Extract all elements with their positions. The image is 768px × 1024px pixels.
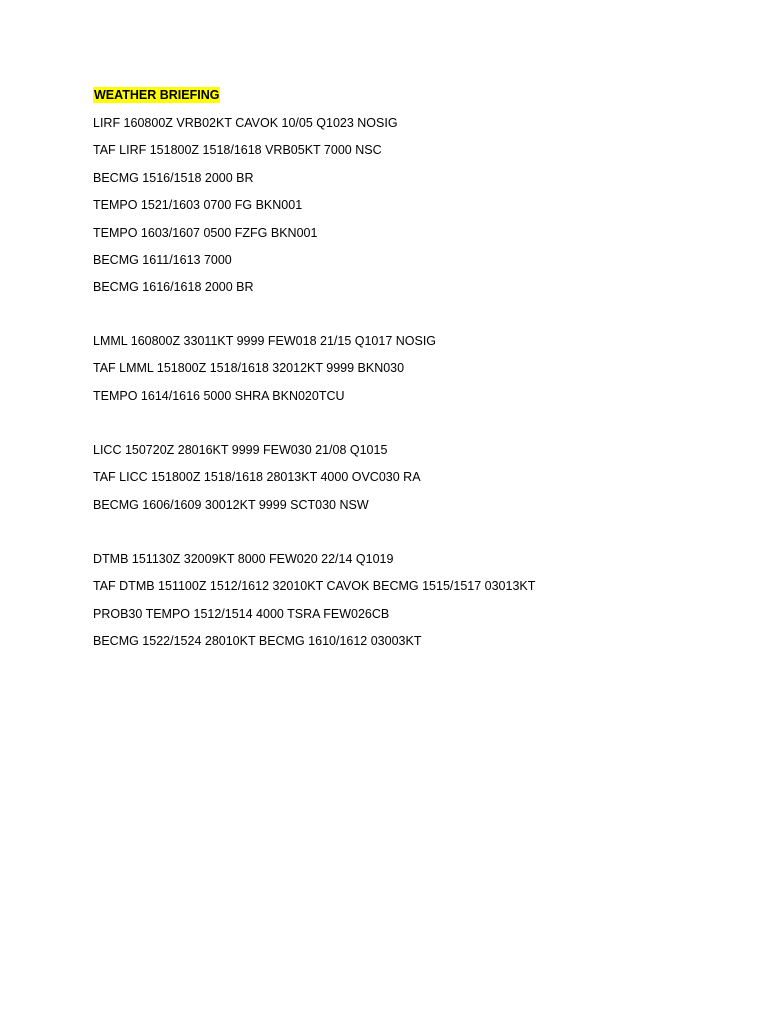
- report-line: TAF LIRF 151800Z 1518/1618 VRB05KT 7000 NSC: [93, 143, 382, 158]
- report-line: PROB30 TEMPO 1512/1514 4000 TSRA FEW026CB: [93, 606, 390, 621]
- report-line: LICC 150720Z 28016KT 9999 FEW030 21/08 Q1015: [93, 443, 388, 457]
- report-line: DTMB 151130Z 32009KT 8000 FEW020 22/14 Q1019: [93, 552, 394, 566]
- report-line: TEMPO 1614/1616 5000 SHRA BKN020TCU: [93, 388, 345, 403]
- report-line: LIRF 160800Z VRB02KT CAVOK 10/05 Q1023 NOSIG: [93, 116, 398, 130]
- dtmb-report-block: [93, 551, 535, 661]
- report-line: LMML 160800Z 33011KT 9999 FEW018 21/15 Q1017 NOSIG: [93, 334, 437, 348]
- licc-report-block: [93, 442, 421, 524]
- lirf-report-block: [93, 115, 398, 307]
- report-line: TAF DTMB 151100Z 1512/1612 32010KT CAVOK BECMG 1515/1517 03013KT: [93, 579, 536, 594]
- report-line: TEMPO 1521/1603 0700 FG BKN001: [93, 198, 303, 213]
- report-line: BECMG 1616/1618 2000 BR: [93, 280, 254, 295]
- report-line: BECMG 1516/1518 2000 BR: [93, 170, 254, 185]
- report-line: TAF LMML 151800Z 1518/1618 32012KT 9999 BKN030: [93, 361, 405, 376]
- report-line: BECMG 1522/1524 28010KT BECMG 1610/1612 03003KT: [93, 634, 422, 649]
- lmml-report-block: [93, 333, 436, 415]
- report-line: TEMPO 1603/1607 0500 FZFG BKN001: [93, 225, 318, 240]
- document-heading: WEATHER BRIEFING: [94, 88, 220, 102]
- report-line: TAF LICC 151800Z 1518/1618 28013KT 4000 OVC030 RA: [93, 470, 421, 485]
- report-line: BECMG 1611/1613 7000: [93, 252, 232, 267]
- report-line: BECMG 1606/1609 30012KT 9999 SCT030 NSW: [93, 497, 369, 512]
